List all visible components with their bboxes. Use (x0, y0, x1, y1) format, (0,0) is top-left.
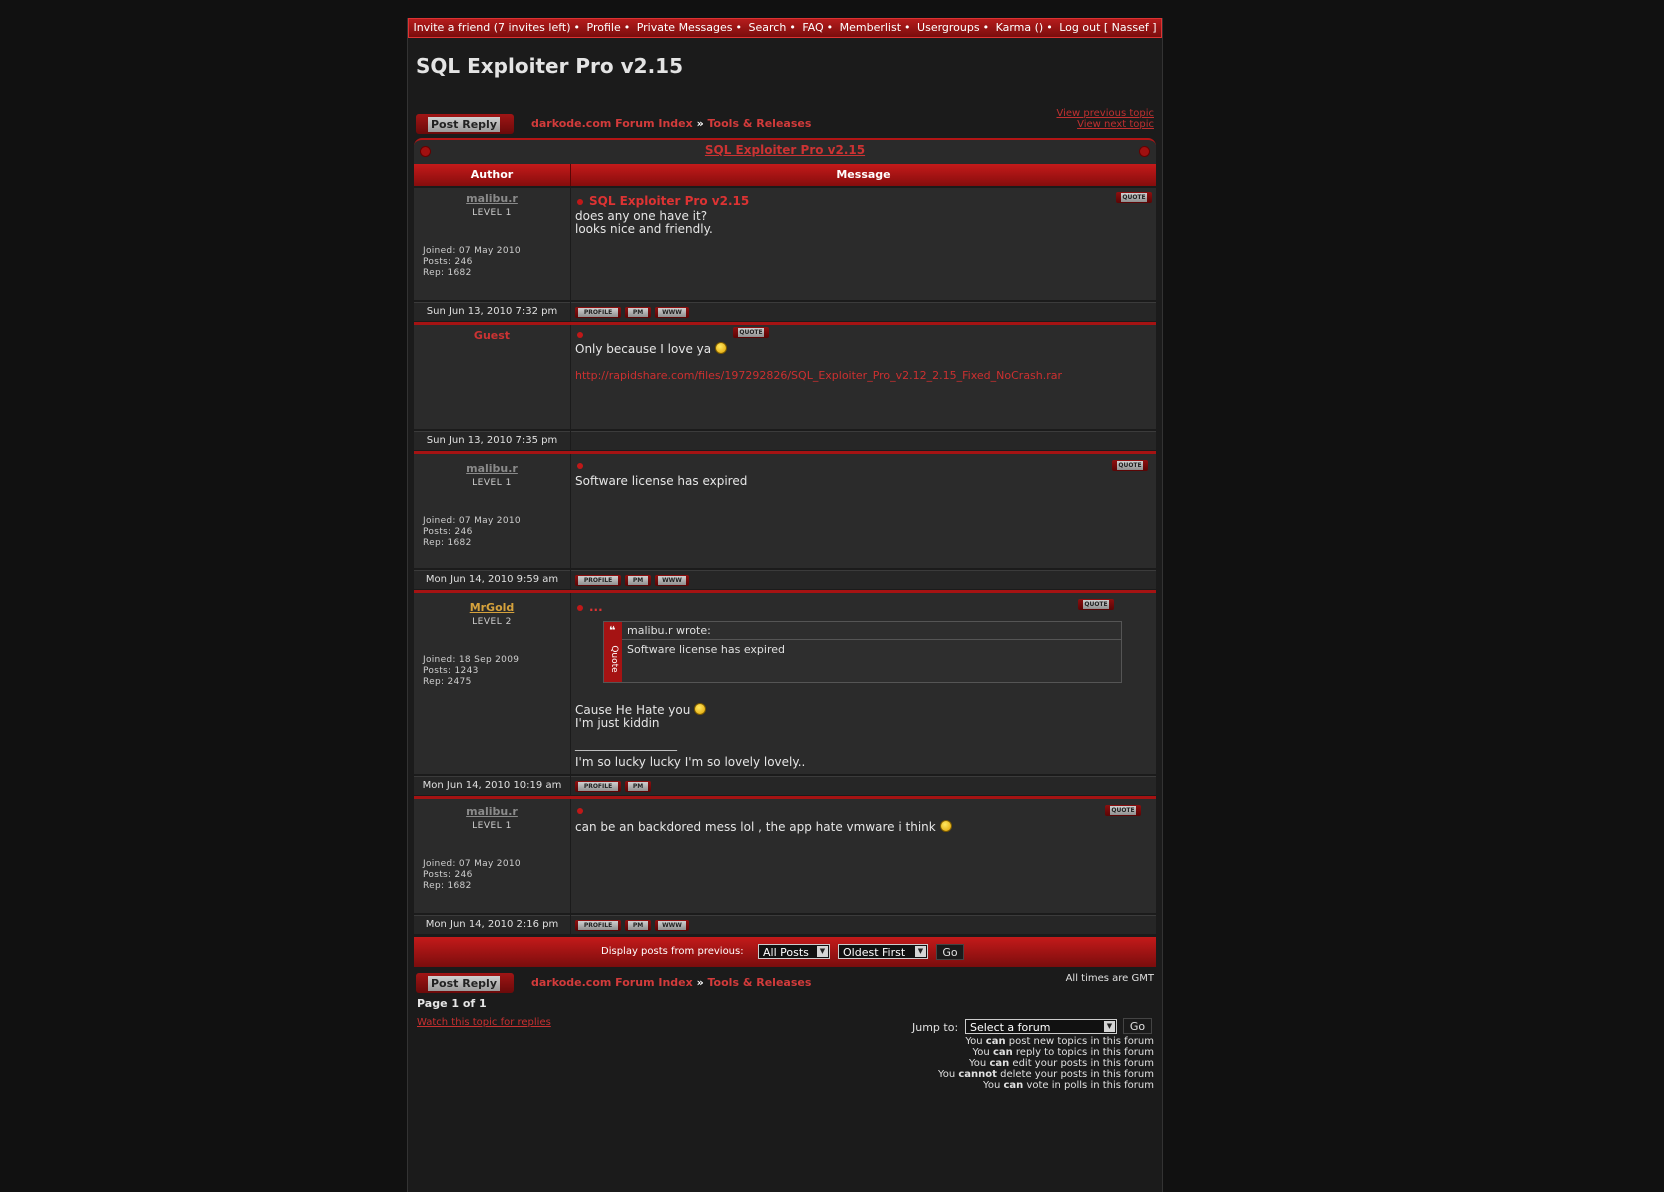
post-date: Sun Jun 13, 2010 7:32 pm (414, 302, 570, 321)
post-reply-label: Post Reply (428, 117, 500, 132)
quote-button[interactable]: QUOTE (1116, 192, 1152, 203)
forum-page (407, 18, 1163, 1192)
breadcrumb-index[interactable]: darkode.com Forum Index (531, 117, 693, 130)
post-message-cell (571, 325, 1156, 429)
timezone-note: All times are GMT (1065, 973, 1154, 984)
post-actions (571, 302, 1156, 321)
bottom-navrow (416, 973, 1154, 995)
posts-range-select[interactable]: All Posts ▼ (758, 944, 830, 959)
post-bullet-icon (577, 808, 583, 814)
signature: I'm so lucky lucky I'm so lovely lovely.. (575, 755, 806, 769)
post-author-cell (414, 799, 570, 913)
quote-button[interactable]: QUOTE (1105, 805, 1141, 816)
nav-memberlist[interactable]: Memberlist (839, 21, 902, 34)
nav-private-messages[interactable]: Private Messages (636, 21, 733, 34)
author-level: LEVEL 1 (472, 208, 512, 218)
nav-usergroups[interactable]: Usergroups (917, 21, 980, 34)
nav-invite[interactable]: Invite a friend (7 invites left) (413, 21, 571, 34)
post (414, 188, 1156, 324)
jump-to-select[interactable]: Select a forum ▼ (965, 1019, 1117, 1034)
post-body: can be an backdored mess lol , the app hate vmware i think (575, 820, 952, 834)
nav-karma[interactable]: Karma () (995, 21, 1044, 34)
smiley-icon (694, 703, 706, 715)
author-name[interactable]: malibu.r (466, 462, 518, 475)
quote-button[interactable]: QUOTE (1078, 599, 1114, 610)
pm-button[interactable]: PM (625, 575, 651, 586)
page-info: Page 1 of 1 (417, 997, 487, 1010)
author-info: Joined: 07 May 2010 Posts: 246 Rep: 1682 (423, 246, 521, 278)
post-author-cell (414, 188, 570, 300)
dropdown-arrow-icon: ▼ (817, 946, 828, 957)
profile-button[interactable]: PROFILE (575, 575, 621, 586)
post-message-cell (571, 593, 1156, 774)
www-button[interactable]: WWW (655, 307, 689, 318)
view-previous-topic-link[interactable]: View previous topic (1056, 108, 1154, 119)
post-author-cell (414, 454, 570, 568)
top-nav-bar: Invite a friend (7 invites left) • Profile • Private Messages • Search • FAQ • Memberlist • Usergroups • Karma () • Log out [ Nassef ] (408, 18, 1162, 38)
jump-to-label: Jump to: (912, 1021, 959, 1034)
col-author: Author (470, 168, 514, 181)
post-body: Cause He Hate you I'm just kiddin (575, 703, 706, 730)
post-message-cell (571, 799, 1156, 913)
post-author-cell (414, 325, 570, 429)
www-button[interactable]: WWW (655, 920, 689, 931)
nav-search[interactable]: Search (748, 21, 787, 34)
author-info: Joined: 18 Sep 2009 Posts: 1243 Rep: 2475 (423, 655, 520, 687)
post (414, 454, 1156, 592)
breadcrumb-forum[interactable]: Tools & Releases (707, 976, 812, 989)
pm-button[interactable]: PM (625, 307, 651, 318)
view-next-topic-link[interactable]: View next topic (1077, 119, 1154, 130)
profile-button[interactable]: PROFILE (575, 920, 621, 931)
corner-dot-icon (1139, 146, 1150, 157)
author-info: Joined: 07 May 2010 Posts: 246 Rep: 1682 (423, 516, 521, 548)
post-bullet-icon (577, 605, 583, 611)
post-subject (577, 803, 589, 817)
quote-sidebar: ❝ Quote (604, 622, 622, 682)
page-title: SQL Exploiter Pro v2.15 (416, 54, 684, 78)
quote-marks-icon: ❝ (609, 624, 616, 637)
post-date: Sun Jun 13, 2010 7:35 pm (414, 431, 570, 450)
jump-go-button[interactable]: Go (1123, 1018, 1152, 1034)
post (414, 799, 1156, 935)
display-options-bar (414, 937, 1156, 967)
post-bullet-icon (577, 199, 583, 205)
quote-text: Software license has expired (627, 643, 785, 656)
post-actions (571, 776, 1156, 795)
post-subject (577, 458, 589, 472)
post-bullet-icon (577, 463, 583, 469)
post-date: Mon Jun 14, 2010 2:16 pm (414, 915, 570, 934)
breadcrumb-forum[interactable]: Tools & Releases (707, 117, 812, 130)
dropdown-arrow-icon: ▼ (915, 946, 926, 957)
quote-button[interactable]: QUOTE (1112, 460, 1148, 471)
author-name[interactable]: malibu.r (466, 192, 518, 205)
permission-line: You can vote in polls in this forum (983, 1080, 1154, 1091)
display-go-button[interactable]: Go (936, 944, 964, 960)
nav-logout[interactable]: Log out [ Nassef ] (1059, 21, 1157, 34)
profile-button[interactable]: PROFILE (575, 781, 621, 792)
post-actions (571, 570, 1156, 589)
quote-block (603, 621, 1122, 683)
quote-button[interactable]: QUOTE (733, 327, 769, 338)
breadcrumb-index[interactable]: darkode.com Forum Index (531, 976, 693, 989)
permission-line: You can post new topics in this forum (965, 1036, 1154, 1047)
www-button[interactable]: WWW (655, 575, 689, 586)
author-level: LEVEL 1 (472, 821, 512, 831)
topic-table (414, 138, 1156, 968)
signature-divider: _________________ (575, 737, 677, 751)
permission-line: You cannot delete your posts in this forum (937, 1069, 1154, 1080)
author-level: LEVEL 2 (472, 617, 512, 627)
breadcrumb: darkode.com Forum Index » Tools & Releases (531, 976, 812, 989)
posts-order-select[interactable]: Oldest First ▼ (838, 944, 928, 959)
post-subject: SQL Exploiter Pro v2.15 (577, 194, 749, 208)
post-date: Mon Jun 14, 2010 10:19 am (414, 776, 570, 795)
dropdown-arrow-icon: ▼ (1104, 1021, 1115, 1032)
smiley-icon (940, 820, 952, 832)
column-header (414, 164, 1156, 186)
author-name: Guest (473, 329, 511, 342)
nav-faq[interactable]: FAQ (802, 21, 824, 34)
post-actions (571, 915, 1156, 934)
topic-navigation (1056, 108, 1154, 130)
topic-title-link[interactable]: SQL Exploiter Pro v2.15 (704, 143, 866, 157)
author-name[interactable]: MrGold (469, 601, 515, 614)
author-level: LEVEL 1 (472, 478, 512, 488)
col-message: Message (836, 168, 891, 181)
post (414, 593, 1156, 798)
post-reply-button[interactable] (416, 973, 514, 993)
topic-table-header (414, 138, 1156, 164)
post-subject: ... (577, 600, 603, 614)
post (414, 325, 1156, 453)
top-navrow (416, 108, 1154, 136)
quote-author: malibu.r wrote: (622, 622, 1121, 640)
post-author-cell (414, 593, 570, 774)
nav-profile[interactable]: Profile (586, 21, 621, 34)
display-posts-label: Display posts from previous: (601, 946, 744, 957)
post-body: Software license has expired (575, 474, 748, 488)
post-bullet-icon (577, 332, 583, 338)
author-name[interactable]: malibu.r (466, 805, 518, 818)
watch-topic-link[interactable]: Watch this topic for replies (417, 1017, 551, 1028)
post-body: Only because I love ya (575, 342, 727, 356)
post-message-cell (571, 188, 1156, 300)
author-info: Joined: 07 May 2010 Posts: 246 Rep: 1682 (423, 859, 521, 891)
post-message-cell (571, 454, 1156, 568)
post-reply-label: Post Reply (428, 976, 500, 991)
post-body: does any one have it? looks nice and friendly. (575, 209, 713, 236)
permission-line: You can reply to topics in this forum (972, 1047, 1154, 1058)
breadcrumb: darkode.com Forum Index » Tools & Releases (531, 117, 812, 130)
post-date: Mon Jun 14, 2010 9:59 am (414, 570, 570, 589)
permissions-list (938, 1036, 1154, 1091)
pm-button[interactable]: PM (625, 781, 651, 792)
post-subject (577, 327, 589, 341)
profile-button[interactable]: PROFILE (575, 307, 621, 318)
permission-line: You can edit your posts in this forum (969, 1058, 1154, 1069)
post-actions (571, 431, 1156, 450)
smiley-icon (715, 342, 727, 354)
pm-button[interactable]: PM (625, 920, 651, 931)
post-reply-button[interactable] (416, 114, 514, 134)
download-link[interactable]: http://rapidshare.com/files/197292826/SQL_Exploiter_Pro_v2.12_2.15_Fixed_NoCrash.rar (575, 369, 1063, 382)
